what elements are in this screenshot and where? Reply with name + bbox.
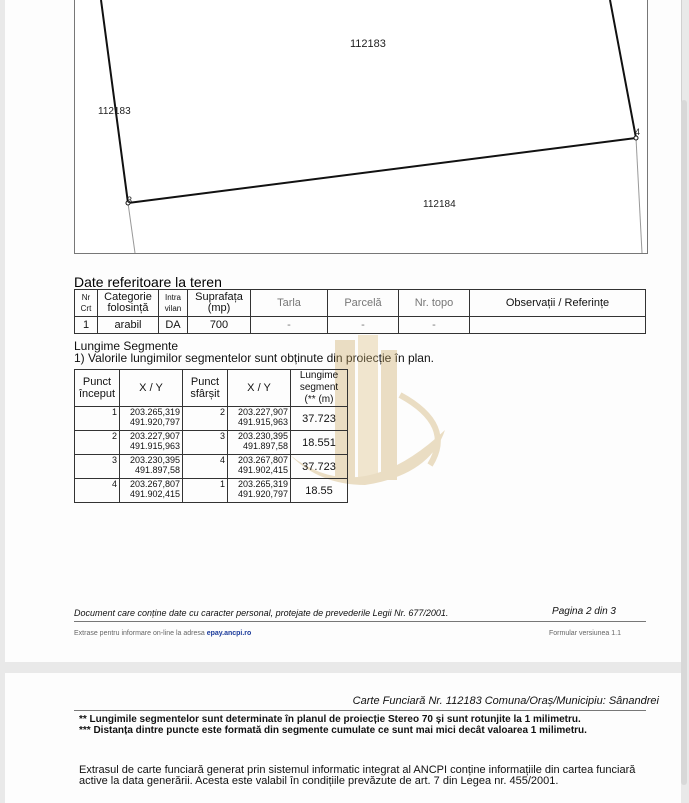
cell: 203.267,807 491.902,415	[228, 455, 291, 479]
cell: 1	[75, 407, 120, 431]
col-intravilan: Intra vilan	[159, 290, 188, 317]
cell: -	[251, 317, 328, 334]
cell: -	[399, 317, 470, 334]
segments-table	[74, 369, 348, 503]
footer-source	[74, 630, 646, 637]
col-area: Suprafața (mp)	[188, 290, 251, 317]
cell: 18.55	[291, 479, 348, 503]
neighbor-left-label: 112183	[98, 106, 131, 117]
cell: 203.230,395 491.897,58	[120, 455, 183, 479]
point-4-label: 4	[635, 127, 641, 137]
privacy-disclaimer: Document care conține date cu caracter personal, protejate de prevederile Legii Nr. 677/2001.	[74, 608, 449, 618]
col-start-xy: X / Y	[120, 370, 183, 407]
cell: 203.265,319 491.920,797	[120, 407, 183, 431]
segments-note: 1) Valorile lungimilor segmentelor sunt obținute din proiecție în plan.	[74, 351, 434, 365]
epay-link[interactable]: epay.ancpi.ro	[206, 630, 252, 637]
col-start-point: Punct început	[75, 370, 120, 407]
cell: 203.227,907 491.915,963	[228, 407, 291, 431]
cell: 700	[188, 317, 251, 334]
land-table	[74, 289, 646, 334]
page2-header: Carte Funciară Nr. 112183 Comuna/Oraș/Municipiu: Sânandrei	[352, 695, 659, 707]
page-footer	[74, 608, 646, 618]
scrollbar[interactable]	[681, 100, 687, 785]
cell: 203.227,907 491.915,963	[120, 431, 183, 455]
extract-prefix: Extrase pentru informare on-line la adresa	[74, 630, 205, 637]
col-topo: Nr. topo	[399, 290, 470, 317]
col-nr: Nr Crt	[75, 290, 98, 317]
page-number: Pagina 2 din 3	[552, 606, 616, 617]
cell: 3	[75, 455, 120, 479]
col-category: Categorie folosință	[98, 290, 159, 317]
cell	[470, 317, 646, 334]
section-title: Date referitoare la teren	[74, 274, 222, 290]
point-3-label: 3	[127, 195, 133, 205]
note-distance: *** Distanța dintre puncte este formată din segmente cumulate ce sunt mai mici decât valoarea 1 milimetru.	[79, 725, 587, 736]
table-row	[75, 455, 348, 479]
cell: 37.723	[291, 455, 348, 479]
cell: DA	[159, 317, 188, 334]
cell: -	[328, 317, 399, 334]
segments-title: Lungime Segmente	[74, 339, 179, 353]
table-row	[75, 479, 348, 503]
neighbor-bottom-label: 112184	[423, 199, 456, 210]
note-lengths: ** Lungimile segmentelor sunt determinate în planul de proiecție Stereo 70 și sunt rotunjite la 1 milimetru.	[79, 714, 581, 725]
cell: 18.551	[291, 431, 348, 455]
col-end-xy: X / Y	[228, 370, 291, 407]
col-observations: Observații / Referințe	[470, 290, 646, 317]
col-end-point: Punct sfârșit	[183, 370, 228, 407]
table-row	[75, 317, 646, 334]
extract-text: Extrasul de carte funciară generat prin sistemul informatic integrat al ANCPI conține informațiile din cartea funciară active la data generării. Acesta este valabil în condițiile prevăzute de art. 7 din Legea nr. 455/2001.	[79, 764, 636, 787]
cell: 37.723	[291, 407, 348, 431]
form-version: Formular versiunea 1.1	[549, 630, 621, 637]
cell: 2	[183, 407, 228, 431]
col-tarla: Tarla	[251, 290, 328, 317]
table-row	[75, 431, 348, 455]
cell: 203.230,395 491.897,58	[228, 431, 291, 455]
cell: arabil	[98, 317, 159, 334]
table-row	[75, 407, 348, 431]
cell: 203.267,807 491.902,415	[120, 479, 183, 503]
cell: 1	[183, 479, 228, 503]
cell: 3	[183, 431, 228, 455]
cell: 1	[75, 317, 98, 334]
cell: 4	[183, 455, 228, 479]
col-parcel: Parcelă	[328, 290, 399, 317]
cell: 4	[75, 479, 120, 503]
page2-divider	[74, 710, 646, 711]
parcel-plan	[74, 0, 648, 254]
segment-notes	[79, 714, 587, 736]
col-length: Lungime segment (** (m)	[291, 370, 348, 407]
cell: 203.265,319 491.920,797	[228, 479, 291, 503]
parcel-id-label: 112183	[350, 38, 386, 50]
cell: 2	[75, 431, 120, 455]
footer-divider	[74, 621, 646, 622]
